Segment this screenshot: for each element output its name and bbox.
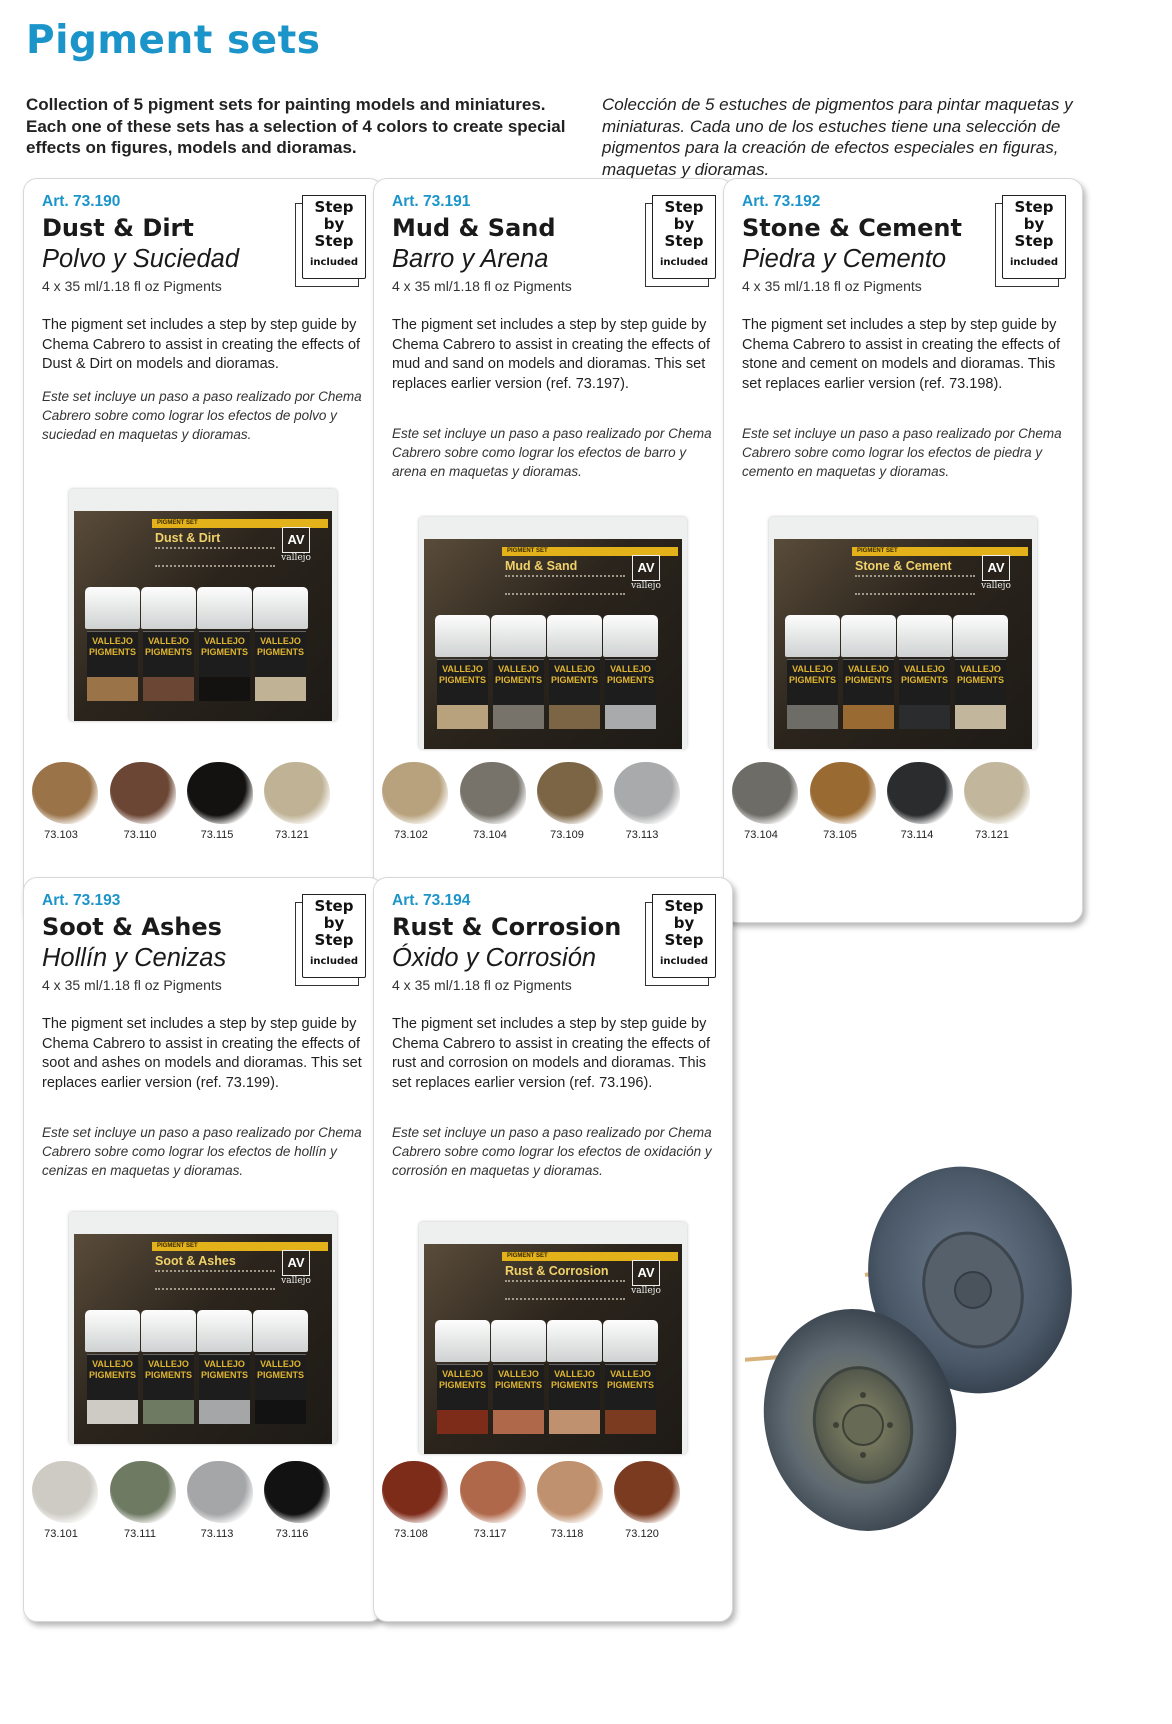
badge-text: by (323, 914, 345, 932)
badge-text: by (673, 914, 695, 932)
badge-front-sheet (302, 195, 366, 279)
brand-name: vallejo (631, 581, 661, 591)
product-name-spanish: Polvo y Suciedad (42, 245, 240, 273)
pigment-code: 73.117 (473, 1528, 507, 1540)
jar-label: VALLEJO PIGMENTS (493, 1364, 544, 1410)
badge-text: by (1023, 215, 1045, 233)
badge-text: included (1009, 257, 1059, 268)
product-package (769, 517, 1037, 749)
pigment-swatch (110, 762, 176, 824)
jar-contents (549, 1410, 600, 1434)
pigment-swatch (614, 1461, 680, 1523)
jar-contents (255, 1400, 306, 1424)
pigment-code: 73.114 (900, 829, 934, 841)
pigment-code: 73.103 (44, 829, 78, 841)
product-card-soot-ashes (23, 877, 383, 1622)
jar-contents (787, 705, 838, 729)
description-english: The pigment set includes a step by step guide by Chema Cabrero to assist in creating the effects of rust and corrosion on models and dioramas. This set replaces earlier version (ref. 73.196). (392, 1016, 711, 1091)
jar-lid (491, 1320, 546, 1362)
package-subtitle (855, 575, 975, 595)
product-name-english: Mud & Sand (392, 214, 556, 242)
pigment-code: 73.113 (200, 1528, 234, 1540)
pigment-code: 73.109 (550, 829, 584, 841)
jar-label: VALLEJO PIGMENTS (899, 659, 950, 705)
product-name-english: Stone & Cement (742, 214, 962, 242)
badge-text: included (659, 257, 709, 268)
description-english: The pigment set includes a step by step guide by Chema Cabrero to assist in creating the effects of Dust & Dirt on models and dioramas. (42, 317, 361, 372)
pigment-swatch (537, 762, 603, 824)
pigment-jar (603, 615, 658, 731)
product-name-spanish: Barro y Arena (392, 245, 549, 273)
pigment-swatch (460, 762, 526, 824)
brand-logo: AV (282, 527, 310, 553)
step-by-step-badge (645, 195, 715, 285)
pigment-code: 73.110 (123, 829, 157, 841)
pigment-jar (141, 1310, 196, 1426)
product-card-rust-corrosion (373, 877, 733, 1622)
package-title: Dust & Dirt (155, 531, 221, 545)
article-number: Art. 73.190 (42, 193, 121, 210)
product-card-dust-dirt (23, 178, 383, 923)
jar-contents (899, 705, 950, 729)
jar-lid (141, 1310, 196, 1352)
step-by-step-badge (295, 195, 365, 285)
product-name-spanish: Piedra y Cemento (742, 245, 947, 273)
jar-label: VALLEJO PIGMENTS (437, 1364, 488, 1410)
product-name-english: Rust & Corrosion (392, 913, 622, 941)
page-title: Pigment sets (26, 18, 321, 63)
description-spanish: Este set incluye un paso a paso realizado por Chema Cabrero sobre como lograr los efectos de piedra y cemento en maquetas y dioramas. (742, 426, 1062, 479)
badge-text: Step (314, 897, 354, 915)
pigment-code: 73.104 (473, 829, 507, 841)
jar-lid (85, 587, 140, 629)
jar-label: VALLEJO PIGMENTS (955, 659, 1006, 705)
brand-logo: AV (632, 555, 660, 581)
jar-label: VALLEJO PIGMENTS (255, 1354, 306, 1400)
package-subtitle (155, 547, 275, 567)
jar-label: VALLEJO PIGMENTS (255, 631, 306, 677)
pigment-swatch (187, 762, 253, 824)
badge-text: Step (664, 897, 704, 915)
jar-contents (255, 677, 306, 701)
jar-lid (85, 1310, 140, 1352)
intro-english: Collection of 5 pigment sets for painting models and miniatures. Each one of these sets has a selection of 4 colors to create special effects on figures, models and dioramas. (26, 95, 566, 157)
pigment-code: 73.120 (625, 1528, 659, 1540)
pigment-swatch (382, 1461, 448, 1523)
pigment-jar (197, 587, 252, 703)
jar-label: VALLEJO PIGMENTS (87, 1354, 138, 1400)
pigment-swatch (887, 762, 953, 824)
package-subtitle (155, 1270, 275, 1290)
package-label-bar: PIGMENT SET (502, 1252, 678, 1261)
jar-label: VALLEJO PIGMENTS (493, 659, 544, 705)
product-package (419, 1222, 687, 1454)
jar-label: VALLEJO PIGMENTS (143, 631, 194, 677)
badge-text: Step (1014, 232, 1054, 250)
description-spanish: Este set incluye un paso a paso realizado por Chema Cabrero sobre como lograr los efectos de barro y arena en maquetas y dioramas. (392, 426, 712, 479)
pigment-swatch (32, 1461, 98, 1523)
jar-label: VALLEJO PIGMENTS (87, 631, 138, 677)
product-quantity: 4 x 35 ml/1.18 fl oz Pigments (742, 278, 922, 294)
pigment-jar (841, 615, 896, 731)
badge-front-sheet (1002, 195, 1066, 279)
jar-lid (953, 615, 1008, 657)
brand-logo: AV (982, 555, 1010, 581)
step-by-step-badge (995, 195, 1065, 285)
package-title: Rust & Corrosion (505, 1264, 609, 1278)
badge-text: Step (1014, 198, 1054, 216)
badge-text: Step (314, 198, 354, 216)
jar-contents (549, 705, 600, 729)
product-card-stone-cement (723, 178, 1083, 923)
pigment-swatch (614, 762, 680, 824)
intro-spanish: Colección de 5 estuches de pigmentos para pintar maquetas y miniaturas. Cada uno de los estuches tiene una selección de pigmentos para la creación de efectos especiales en figuras, maquetas y dioramas. (602, 95, 1073, 179)
step-by-step-badge (645, 894, 715, 984)
package-label-bar: PIGMENT SET (852, 547, 1028, 556)
pigment-code: 73.118 (550, 1528, 584, 1540)
badge-text: Step (314, 232, 354, 250)
pigment-jar (897, 615, 952, 731)
pigment-jar (547, 615, 602, 731)
badge-text: included (309, 956, 359, 967)
pigment-jar (491, 615, 546, 731)
step-by-step-badge (295, 894, 365, 984)
package-label-bar: PIGMENT SET (502, 547, 678, 556)
jar-label: VALLEJO PIGMENTS (549, 659, 600, 705)
jar-contents (493, 1410, 544, 1434)
jar-lid (435, 615, 490, 657)
jar-contents (605, 705, 656, 729)
description-english: The pigment set includes a step by step guide by Chema Cabrero to assist in creating the effects of mud and sand on models and dioramas. This set replaces earlier version (ref. 73.197). (392, 317, 711, 392)
pigment-swatch (732, 762, 798, 824)
description-spanish: Este set incluye un paso a paso realizado por Chema Cabrero sobre como lograr los efectos de hollín y cenizas en maquetas y dioramas. (42, 1125, 362, 1178)
package-title: Stone & Cement (855, 559, 952, 573)
pigment-code: 73.101 (44, 1528, 78, 1540)
pigment-jar (785, 615, 840, 731)
pigment-swatch (810, 762, 876, 824)
pigment-swatch (110, 1461, 176, 1523)
description-english: The pigment set includes a step by step guide by Chema Cabrero to assist in creating the effects of soot and ashes on models and dioramas. This set replaces earlier version (ref. 73.199). (42, 1016, 362, 1091)
brand-name: vallejo (631, 1286, 661, 1296)
badge-front-sheet (302, 894, 366, 978)
jar-lid (491, 615, 546, 657)
pigment-code: 73.116 (275, 1528, 309, 1540)
pigment-code: 73.105 (823, 829, 857, 841)
package-title: Soot & Ashes (155, 1254, 236, 1268)
pigment-jar (253, 1310, 308, 1426)
product-quantity: 4 x 35 ml/1.18 fl oz Pigments (392, 977, 572, 993)
product-name-spanish: Óxido y Corrosión (392, 944, 597, 972)
jar-lid (253, 1310, 308, 1352)
badge-front-sheet (652, 894, 716, 978)
jar-lid (253, 587, 308, 629)
badge-text: included (309, 257, 359, 268)
badge-text: by (323, 215, 345, 233)
pigment-swatch (264, 1461, 330, 1523)
description-spanish: Este set incluye un paso a paso realizado por Chema Cabrero sobre como lograr los efectos de oxidación y corrosión en maquetas y dioramas. (392, 1125, 712, 1178)
pigment-swatch (964, 762, 1030, 824)
article-number: Art. 73.194 (392, 892, 471, 909)
jar-label: VALLEJO PIGMENTS (143, 1354, 194, 1400)
pigment-jar (953, 615, 1008, 731)
pigment-code: 73.111 (123, 1528, 156, 1540)
badge-text: Step (664, 198, 704, 216)
brand-name: vallejo (281, 553, 311, 563)
jar-lid (547, 1320, 602, 1362)
pigment-code: 73.102 (394, 829, 428, 841)
description-english: The pigment set includes a step by step guide by Chema Cabrero to assist in creating the effects of stone and cement on models and dioramas. This set replaces earlier version (ref. 73.198). (742, 317, 1061, 392)
jar-contents (437, 1410, 488, 1434)
badge-text: included (659, 956, 709, 967)
pigment-jar (85, 1310, 140, 1426)
pigment-code: 73.104 (744, 829, 778, 841)
pigment-code: 73.108 (394, 1528, 428, 1540)
pigment-jar (435, 1320, 490, 1436)
package-label-bar: PIGMENT SET (152, 1242, 328, 1251)
brand-name: vallejo (981, 581, 1011, 591)
jar-contents (493, 705, 544, 729)
jar-contents (843, 705, 894, 729)
package-subtitle (505, 575, 625, 595)
article-number: Art. 73.193 (42, 892, 121, 909)
pigment-jar (435, 615, 490, 731)
pigment-swatch (382, 762, 448, 824)
jar-label: VALLEJO PIGMENTS (199, 1354, 250, 1400)
jar-label: VALLEJO PIGMENTS (605, 659, 656, 705)
product-quantity: 4 x 35 ml/1.18 fl oz Pigments (42, 278, 222, 294)
wheels-photo (745, 1125, 1165, 1545)
product-quantity: 4 x 35 ml/1.18 fl oz Pigments (42, 977, 222, 993)
badge-text: by (673, 215, 695, 233)
jar-label: VALLEJO PIGMENTS (787, 659, 838, 705)
pigment-code: 73.121 (975, 829, 1009, 841)
jar-contents (143, 677, 194, 701)
jar-label: VALLEJO PIGMENTS (843, 659, 894, 705)
jar-contents (955, 705, 1006, 729)
jar-label: VALLEJO PIGMENTS (605, 1364, 656, 1410)
jar-lid (897, 615, 952, 657)
jar-label: VALLEJO PIGMENTS (549, 1364, 600, 1410)
jar-lid (603, 1320, 658, 1362)
brand-logo: AV (282, 1250, 310, 1276)
product-package (69, 1212, 337, 1444)
pigment-code: 73.115 (200, 829, 234, 841)
pigment-swatch (264, 762, 330, 824)
jar-contents (437, 705, 488, 729)
product-quantity: 4 x 35 ml/1.18 fl oz Pigments (392, 278, 572, 294)
product-package (69, 489, 337, 721)
jar-contents (199, 1400, 250, 1424)
pigment-jar (141, 587, 196, 703)
pigment-jar (197, 1310, 252, 1426)
jar-contents (87, 1400, 138, 1424)
jar-lid (547, 615, 602, 657)
pigment-jar (85, 587, 140, 703)
badge-text: Step (314, 931, 354, 949)
jar-contents (143, 1400, 194, 1424)
package-label-bar: PIGMENT SET (152, 519, 328, 528)
product-card-mud-sand (373, 178, 733, 923)
product-name-spanish: Hollín y Cenizas (42, 944, 227, 972)
jar-lid (141, 587, 196, 629)
pigment-jar (253, 587, 308, 703)
package-title: Mud & Sand (505, 559, 578, 573)
jar-label: VALLEJO PIGMENTS (199, 631, 250, 677)
pigment-jar (491, 1320, 546, 1436)
article-number: Art. 73.191 (392, 193, 471, 210)
pigment-code: 73.121 (275, 829, 309, 841)
jar-contents (199, 677, 250, 701)
jar-contents (605, 1410, 656, 1434)
badge-front-sheet (652, 195, 716, 279)
jar-lid (603, 615, 658, 657)
jar-label: VALLEJO PIGMENTS (437, 659, 488, 705)
package-subtitle (505, 1280, 625, 1300)
pigment-swatch (32, 762, 98, 824)
brand-logo: AV (632, 1260, 660, 1286)
pigment-code: 73.113 (625, 829, 659, 841)
badge-text: Step (664, 232, 704, 250)
jar-lid (841, 615, 896, 657)
pigment-swatch (537, 1461, 603, 1523)
product-name-english: Soot & Ashes (42, 913, 222, 941)
brand-name: vallejo (281, 1276, 311, 1286)
description-spanish: Este set incluye un paso a paso realizado por Chema Cabrero sobre como lograr los efectos de polvo y suciedad en maquetas y dioramas. (42, 389, 362, 442)
jar-contents (87, 677, 138, 701)
pigment-swatch (187, 1461, 253, 1523)
jar-lid (785, 615, 840, 657)
badge-text: Step (664, 931, 704, 949)
jar-lid (435, 1320, 490, 1362)
pigment-swatch (460, 1461, 526, 1523)
product-package (419, 517, 687, 749)
product-name-english: Dust & Dirt (42, 214, 194, 242)
jar-lid (197, 1310, 252, 1352)
article-number: Art. 73.192 (742, 193, 821, 210)
pigment-jar (547, 1320, 602, 1436)
jar-lid (197, 587, 252, 629)
pigment-jar (603, 1320, 658, 1436)
